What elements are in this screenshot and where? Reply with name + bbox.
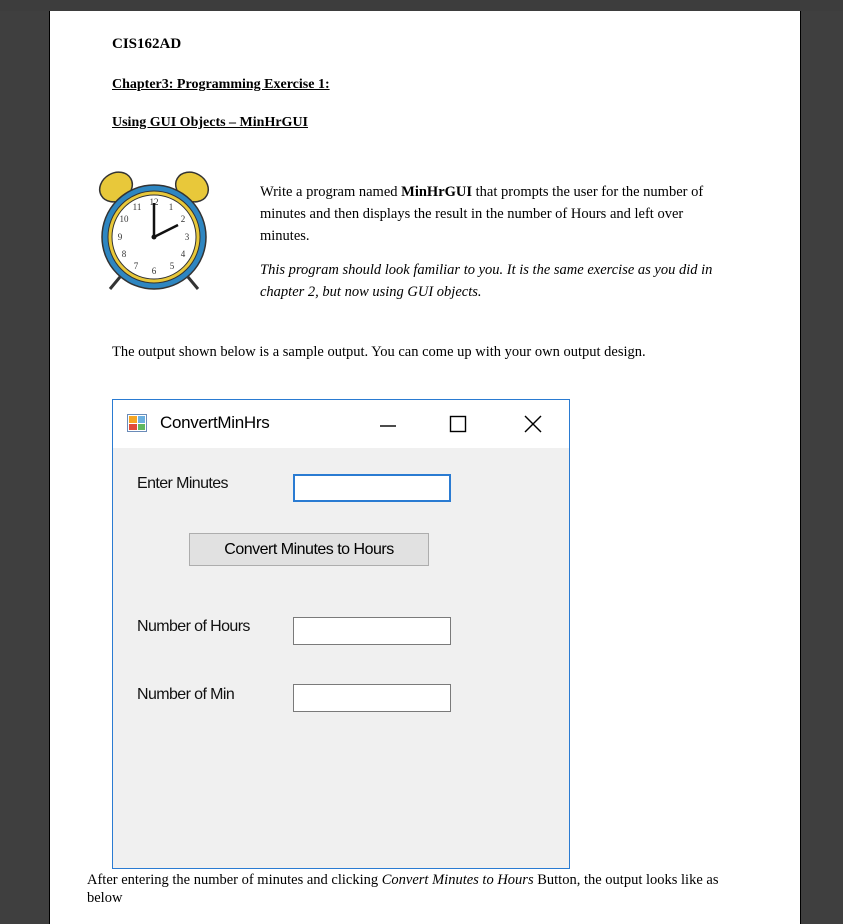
- clock-number-12: 12: [149, 197, 159, 207]
- description-text-end: that prompts the user for the number of minutes and then displays the result in the number of Hours and left over minutes.: [260, 184, 704, 244]
- chapter-heading: Chapter3: Programming Exercise 1:: [112, 77, 330, 92]
- minimize-icon: [379, 415, 397, 433]
- enter-minutes-input[interactable]: [293, 474, 451, 502]
- exercise-heading: Using GUI Objects – MinHrGUI: [112, 115, 308, 130]
- viewer-top-bar: [0, 0, 843, 11]
- program-name: MinHrGUI: [401, 184, 473, 200]
- maximize-icon: [449, 415, 467, 433]
- clock-number-6: 6: [151, 266, 157, 276]
- windows-form-icon: [127, 414, 147, 432]
- exercise-description: [260, 181, 735, 247]
- alarm-clock-icon: [96, 169, 212, 291]
- output-note: The output shown below is a sample output. You can come up with your own output design.: [112, 344, 646, 360]
- after-text-end: Button, the output looks like as below: [87, 872, 719, 906]
- clock-number-10: 10: [119, 214, 129, 224]
- window-title: ConvertMinHrs: [160, 413, 270, 432]
- clock-number-3: 3: [184, 232, 190, 242]
- exercise-note: This program should look familiar to you. It is the same exercise as you did in chapter 2, but now using GUI objects.: [260, 262, 713, 300]
- clock-number-9: 9: [117, 232, 123, 242]
- course-code: CIS162AD: [112, 36, 182, 52]
- document-page: [49, 11, 801, 924]
- clock-number-8: 8: [121, 249, 127, 259]
- convert-min-hrs-window: [112, 399, 570, 869]
- enter-minutes-label: Enter Minutes: [137, 475, 228, 492]
- close-button[interactable]: [498, 400, 568, 448]
- clock-number-2: 2: [180, 214, 186, 224]
- close-icon: [524, 415, 542, 433]
- after-instructions: [87, 871, 737, 907]
- number-of-hours-label: Number of Hours: [137, 618, 250, 635]
- clock-number-7: 7: [133, 261, 139, 271]
- maximize-button[interactable]: [423, 400, 493, 448]
- number-of-hours-output[interactable]: [293, 617, 451, 645]
- number-of-min-label: Number of Min: [137, 686, 235, 703]
- description-text-start: Write a program named: [260, 184, 402, 200]
- clock-number-4: 4: [180, 249, 186, 259]
- window-titlebar[interactable]: [113, 400, 569, 448]
- clock-number-11: 11: [132, 202, 142, 212]
- minimize-button[interactable]: [353, 400, 423, 448]
- clock-number-5: 5: [169, 261, 175, 271]
- convert-minutes-to-hours-button[interactable]: Convert Minutes to Hours: [189, 533, 429, 566]
- button-reference: Convert Minutes to Hours: [381, 872, 534, 888]
- clock-number-1: 1: [168, 202, 174, 212]
- after-text-start: After entering the number of minutes and clicking: [87, 872, 382, 888]
- number-of-min-output[interactable]: [293, 684, 451, 712]
